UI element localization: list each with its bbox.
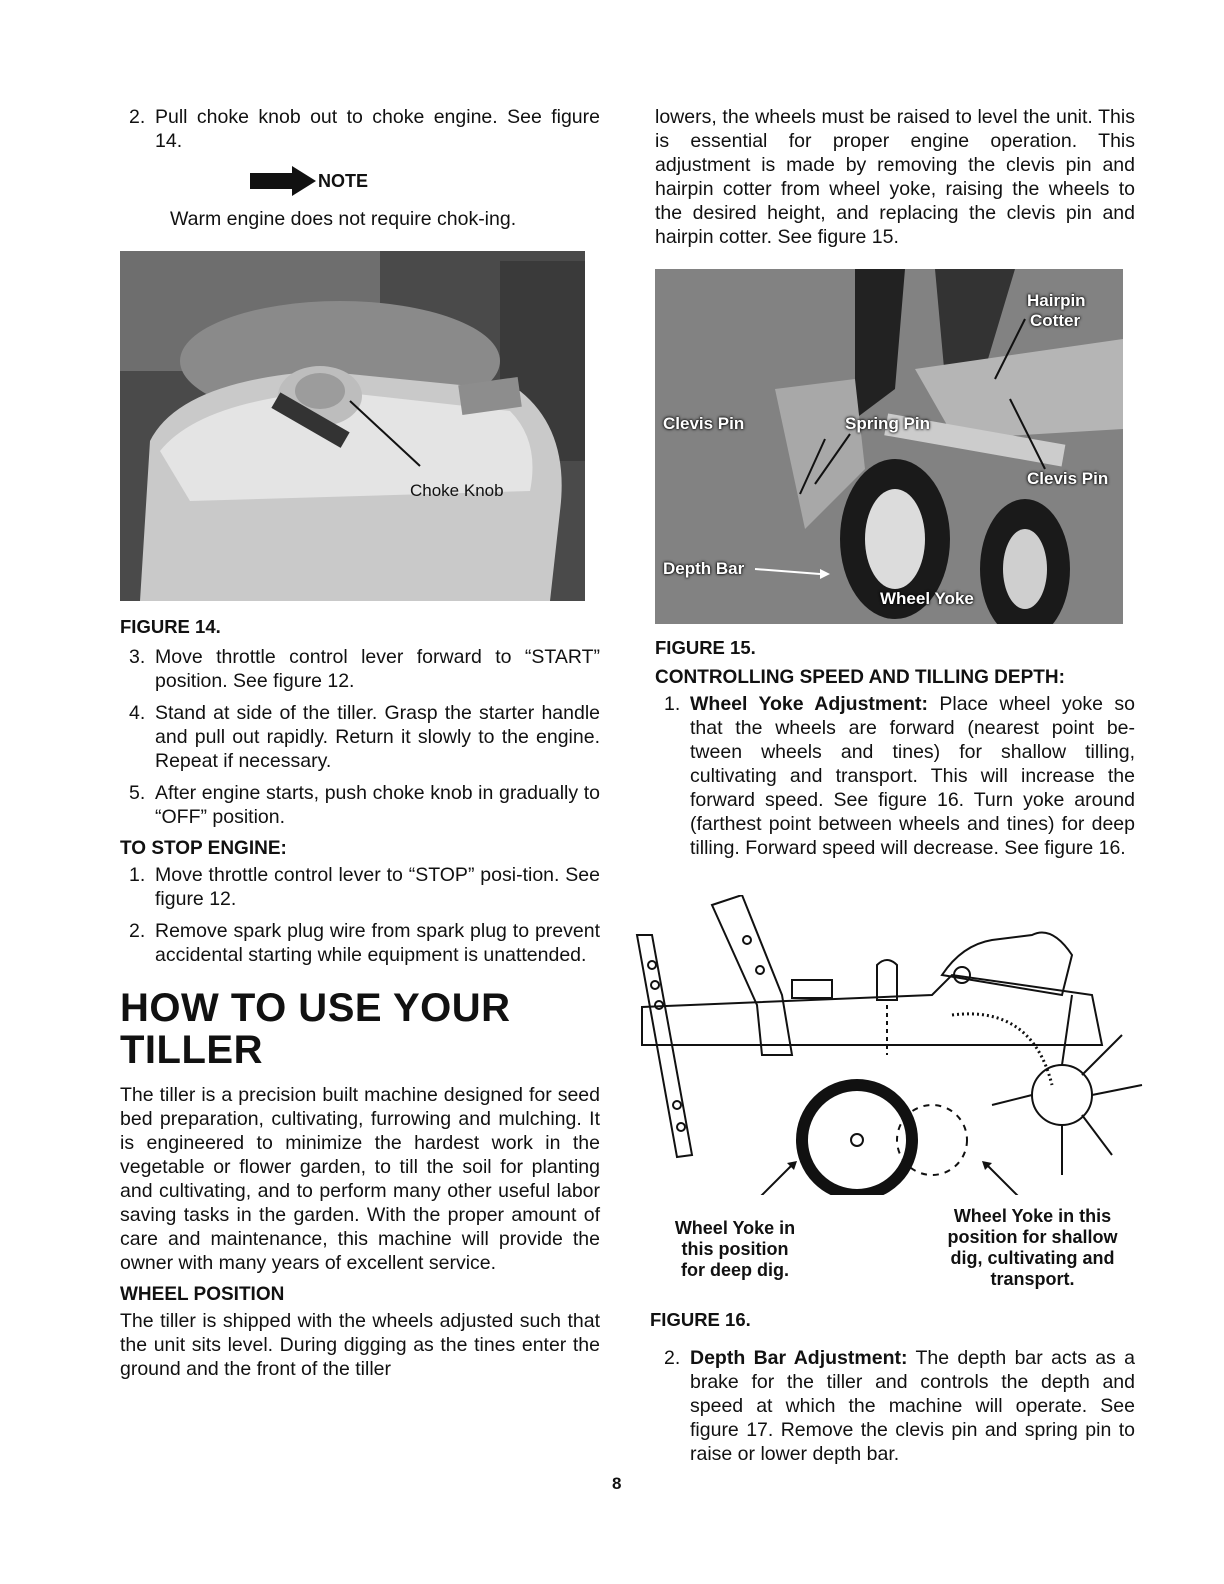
step-text: [690, 692, 1135, 860]
step-text: Move throttle control lever forward to “START” position. See figure 12.: [155, 646, 600, 692]
section-title: [120, 987, 600, 1071]
caption-line: dig, cultivating and: [950, 1248, 1115, 1268]
step-body: Place wheel yoke so that the wheels are forward (nearest point be-tween wheels and tines) for shallow tilling, cultivating and transport. This will increase the forward speed. See figure 16. Turn yoke around (farthest point between wheels and tines) for deep tilling. Forward speed will decrease. See figure 16.: [690, 693, 1135, 859]
step-text: Stand at side of the tiller. Grasp the starter handle and pull out rapidly. Return it slowly to the engine. Repeat if necessary.: [155, 702, 600, 772]
wheel-position-heading: WHEEL POSITION: [120, 1284, 285, 1305]
depth-bar-adjustment: [655, 1346, 1135, 1466]
caption-line: transport.: [990, 1269, 1075, 1289]
caption-line: for deep dig.: [681, 1260, 789, 1280]
step-text: Pull choke knob out to choke engine. See figure 14.: [155, 106, 600, 152]
throttle-step: [120, 645, 600, 693]
wheel-continuation-text: lowers, the wheels must be raised to level the unit. This is essential for proper engine operation. This adjustment is made by removing the clevis pin and hairpin cotter from wheel yoke, raising the wheels to the desired height, and replacing the clevis pin and hairpin cotter. See figure 15.: [655, 106, 1135, 248]
starter-step: [120, 701, 600, 773]
figure-15-photo: [655, 269, 1123, 624]
depth-bar-callout: Depth Bar: [663, 559, 745, 578]
step-number: 1.: [664, 693, 681, 715]
clevis-pin-right-callout: Clevis Pin: [1027, 469, 1109, 488]
clevis-pin-left-callout: Clevis Pin: [663, 414, 745, 433]
stop-step-1: [120, 863, 600, 911]
figure-14-photo: [120, 251, 585, 601]
step-text: [690, 1346, 1135, 1466]
step-text: Remove spark plug wire from spark plug to prevent accidental starting while equipment is unattended.: [155, 920, 600, 966]
stop-engine-heading: TO STOP ENGINE:: [120, 838, 287, 859]
figure-16-label: FIGURE 16.: [650, 1309, 751, 1330]
cotter-callout: Cotter: [1030, 311, 1081, 330]
stop-step-2: [120, 919, 600, 967]
step-number: 3.: [129, 646, 146, 668]
step-title: Depth Bar Adjustment:: [690, 1347, 908, 1369]
hairpin-callout: Hairpin: [1027, 291, 1086, 310]
left-column: [120, 105, 600, 1381]
wheel-yoke-adjustment: [655, 692, 1135, 860]
step-number: 5.: [129, 782, 146, 804]
figure-15-label: FIGURE 15.: [655, 637, 756, 658]
step-number: 2.: [129, 920, 146, 942]
caption-line: position for shallow: [947, 1227, 1118, 1247]
note-header: [248, 161, 600, 201]
spring-pin-callout: Spring Pin: [845, 414, 930, 433]
choke-knob-callout: Choke Knob: [410, 481, 504, 500]
engine-photo-illustration: [120, 251, 585, 601]
step-body: The depth bar acts as a brake for the tiller and controls the depth and speed at which the machine will operate. See figure 17. Remove the clevis pin and spring pin to raise or lower depth bar.: [690, 1347, 1135, 1465]
step-text: After engine starts, push choke knob in gradually to “OFF” position.: [155, 782, 600, 828]
right-column: [655, 105, 1135, 868]
figure-14-label: FIGURE 14.: [120, 616, 221, 637]
choke-step: [120, 105, 600, 153]
section-title-line-1: HOW TO USE YOUR: [120, 986, 511, 1030]
caption-line: Wheel Yoke in: [674, 1218, 796, 1238]
tiller-diagram: [632, 895, 1152, 1195]
arrow-right-icon: [248, 164, 318, 198]
note-label: NOTE: [318, 170, 369, 191]
step-number: 1.: [129, 864, 146, 886]
shallow-dig-caption: [925, 1206, 1140, 1290]
speed-depth-heading: CONTROLLING SPEED AND TILLING DEPTH:: [655, 667, 1065, 688]
page-number: 8: [612, 1474, 622, 1493]
section-title-line-2: TILLER: [120, 1028, 263, 1072]
step-text: Move throttle control lever to “STOP” posi-tion. See figure 12.: [155, 864, 600, 910]
step-title: Wheel Yoke Adjustment:: [690, 693, 928, 715]
choke-off-step: [120, 781, 600, 829]
step-number: 2.: [129, 106, 146, 128]
step-number: 4.: [129, 702, 146, 724]
deep-dig-caption: [655, 1218, 815, 1281]
note-text: Warm engine does not require chok-ing.: [170, 208, 517, 230]
caption-line: Wheel Yoke in this: [953, 1206, 1112, 1226]
wheel-yoke-callout: Wheel Yoke: [880, 589, 974, 608]
intro-paragraph: The tiller is a precision built machine designed for seed bed preparation, cultivating, furrowing and mulching. It is engineered to minimize the hardest work in the vegetable or flower garden, to till the soil for planting and cultivating, and to perform many other useful labor saving tasks in the garden. With the proper amount of care and maintenance, this machine will provide the owner with many years of excellent service.: [120, 1084, 600, 1274]
step-number: 2.: [664, 1347, 681, 1369]
caption-line: this position: [681, 1239, 789, 1259]
note-body: [170, 207, 530, 231]
wheel-position-text: The tiller is shipped with the wheels adjusted such that the unit sits level. During digging as the tines enter the ground and the front of the tiller: [120, 1310, 600, 1380]
